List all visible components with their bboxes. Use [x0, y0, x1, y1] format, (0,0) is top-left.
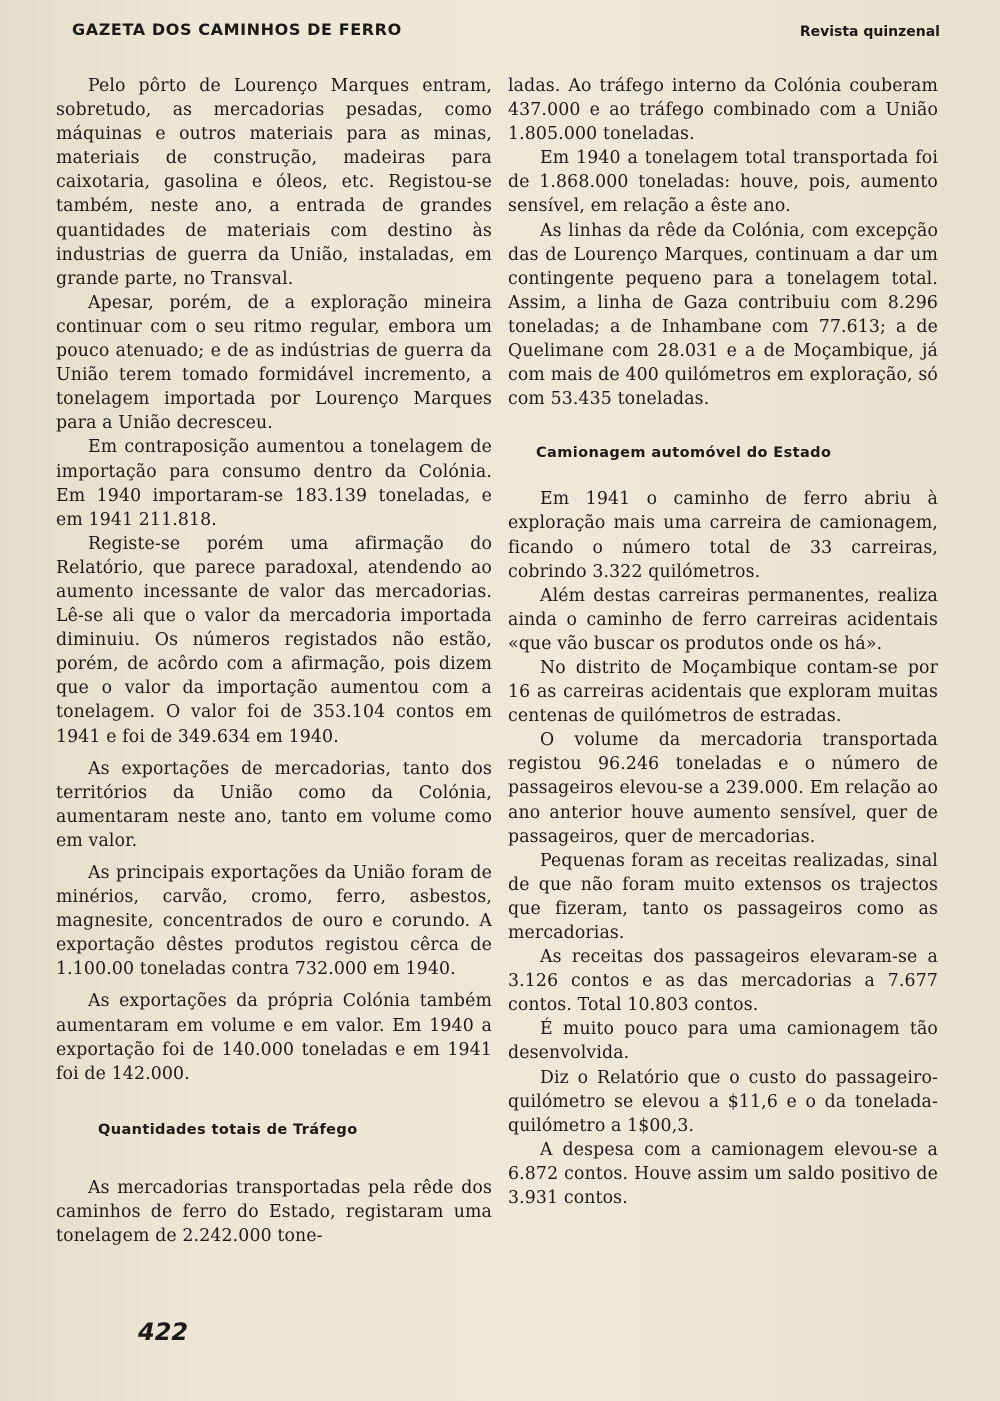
- paragraph: ladas. Ao tráfego interno da Colónia couberam 437.000 e ao tráfego combinado com a União 1.805.000 toneladas.: [508, 76, 938, 145]
- paragraph: A despesa com a camionagem elevou-se a 6.872 contos. Houve assim um saldo positivo de 3.931 contos.: [508, 1139, 938, 1209]
- page-header: [72, 18, 940, 46]
- paragraph: As exportações da própria Colónia também aumentaram em volume e em valor. Em 1940 a exportação foi de 140.000 toneladas e em 1941 foi de 142.000.: [56, 991, 492, 1084]
- section-heading-camionagem: Camionagem automóvel do Estado: [536, 445, 832, 462]
- paragraph: No distrito de Moçambique contam-se por 16 as carreiras acidentais que exploram muitas centenas de quilómetros de estradas.: [508, 657, 938, 727]
- paragraph: Diz o Relatório que o custo do passageiro-quilómetro se elevou a $11,6 e o da tonelada-quilómetro a 1$00,3.: [508, 1067, 938, 1136]
- paragraph: As exportações de mercadorias, tanto dos territórios da União como da Colónia, aumentaram neste ano, tanto em volume como em valor.: [56, 758, 492, 851]
- paragraph: Em 1940 a tonelagem total transportada foi de 1.868.000 toneladas: houve, pois, aumento sensível, em relação a êste ano.: [508, 148, 938, 217]
- paragraph: Em 1941 o caminho de ferro abriu à exploração mais uma carreira de camionagem, ficando o número total de 33 carreiras, cobrindo 3.322 quilómetros.: [508, 489, 938, 582]
- paragraph: As linhas da rêde da Colónia, com excepção das de Lourenço Marques, continuam a dar um contingente pequeno para a tonelagem total. Assim, a linha de Gaza contribuiu com 8.296 toneladas; a de Inhambane com 77.613; a de Quelimane com 28.031 e a de Moçambique, já com mais de 400 quilómetros em exploração, só com 53.435 toneladas.: [508, 220, 938, 410]
- paragraph: O volume da mercadoria transportada registou 96.246 toneladas e o número de passageiros elevou-se a 239.000. Em relação ao ano anterior houve aumento sensível, quer de passageiros, quer de mercadorias.: [508, 730, 938, 847]
- page-number: 422: [138, 1318, 189, 1346]
- journal-subtitle: Revista quinzenal: [799, 24, 940, 40]
- paragraph: Além destas carreiras permanentes, realiza ainda o caminho de ferro carreiras acidentais «que vão buscar os produtos onde os há».: [508, 585, 938, 654]
- paragraph: As receitas dos passageiros elevaram-se a 3.126 contos e as das mercadorias a 7.677 contos. Total 10.803 contos.: [508, 947, 938, 1016]
- paragraph: Apesar, porém, de a exploração mineira continuar com o seu ritmo regular, embora um pouco atenuado; e de as indústrias de guerra da União terem tomado formidável incremento, a tonelagem importada por Lourenço Marques para a União decresceu.: [56, 292, 492, 434]
- paragraph: Pequenas foram as receitas realizadas, sinal de que não foram muito extensos os trajectos que fizeram, tanto os passageiros como as mercadorias.: [508, 850, 938, 943]
- paragraph: Registe-se porém uma afirmação do Relatório, que parece paradoxal, atendendo ao aumento incessante de valor das mercadorias. Lê-se ali que o valor da mercadoria importada diminuiu. Os números registados não estão, porém, de acôrdo com a afirmação, pois dizem que o valor da importação aumentou com a tonelagem. O valor foi de 353.104 contos em 1941 e foi de 349.634 em 1940.: [56, 533, 492, 747]
- right-column: [508, 74, 938, 1210]
- paragraph: As mercadorias transportadas pela rêde dos caminhos de ferro do Estado, registaram uma tonelagem de 2.242.000 tone-: [56, 1177, 492, 1247]
- journal-title: GAZETA DOS CAMINHOS DE FERRO: [72, 20, 402, 39]
- paragraph: É muito pouco para uma camionagem tão desenvolvida.: [508, 1019, 938, 1064]
- paragraph: Em contraposição aumentou a tonelagem de importação para consumo dentro da Colónia. Em 1940 importaram-se 183.139 toneladas, e em 1941 211.818.: [56, 437, 492, 530]
- left-column: [56, 74, 492, 1248]
- paragraph: As principais exportações da União foram de minérios, carvão, cromo, ferro, asbestos, magnesite, concentrados de ouro e corundo. A exportação dêstes produtos registou cêrca de 1.100.00 toneladas contra 732.000 em 1940.: [56, 863, 492, 980]
- section-heading-trafego: Quantidades totais de Tráfego: [98, 1121, 358, 1138]
- paragraph: Pelo pôrto de Lourenço Marques entram, sobretudo, as mercadorias pesadas, como máquinas e outros materiais para as minas, materiais de construção, madeiras para caixotaria, gasolina e óleos, etc. Registou-se também, neste ano, a entrada de grandes quantidades de materiais com destino às industrias de guerra da União, instaladas, em grande parte, no Transval.: [56, 76, 492, 289]
